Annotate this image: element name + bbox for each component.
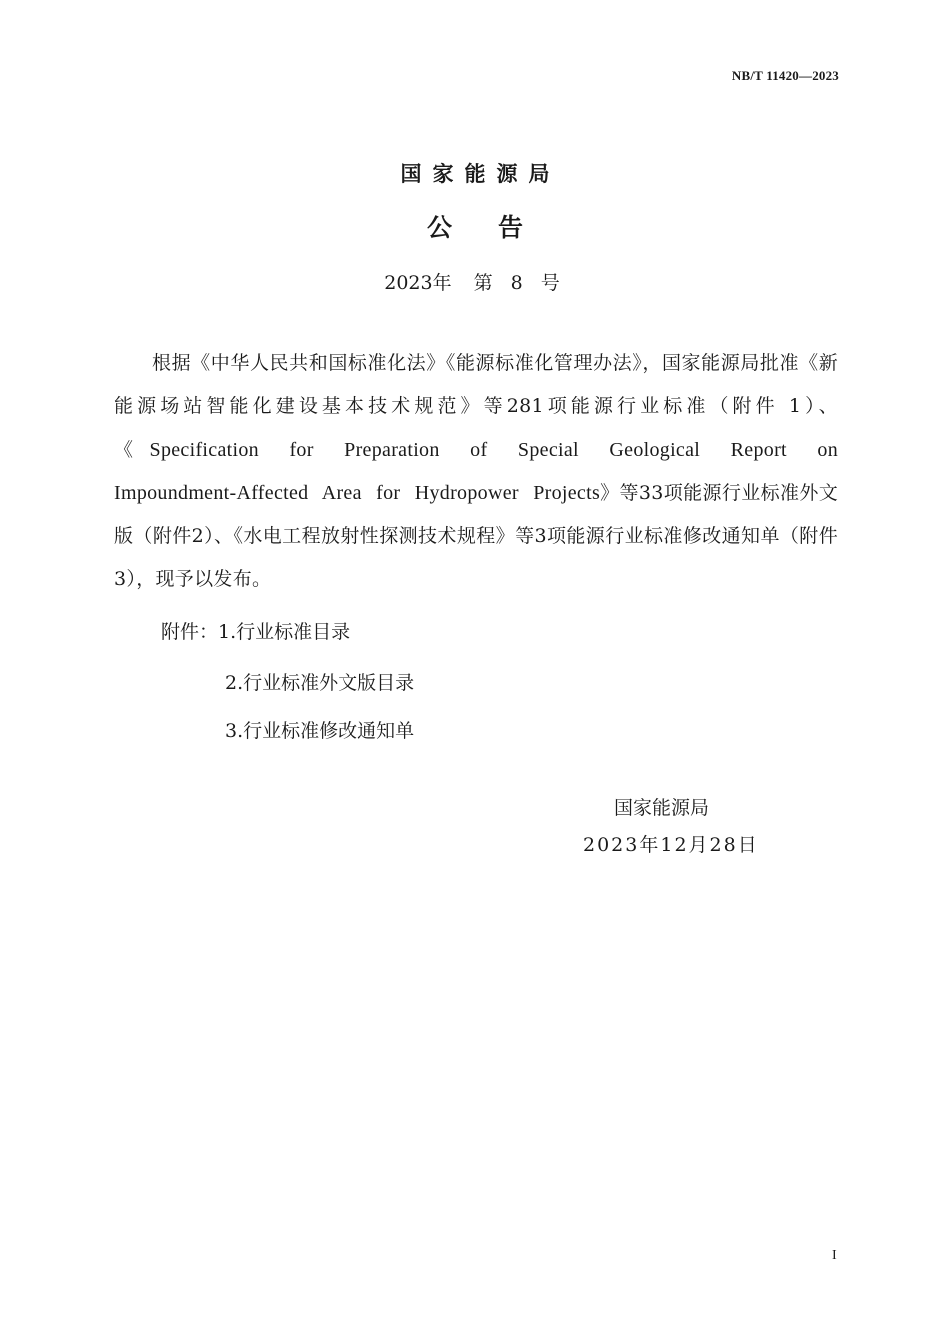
issue-year: 2023年 xyxy=(384,272,452,294)
english-standard-title: Specification for Preparation of Special Geological Report on Impoundment-Affected Area for Hydropower Projects xyxy=(114,438,838,504)
page-number: I xyxy=(832,1248,837,1263)
body-text-part2: 》等33项能源行业标准外文版（附件2）、《水电工程放射性探测技术规程》等3项能源行业标准修改通知单（附件3），现予以发布。 xyxy=(114,481,839,591)
attachment-item-label: 1.行业标准目录 xyxy=(218,621,351,643)
signature-issuer: 国家能源局 xyxy=(614,797,710,819)
attachment-item-2: 2.行业标准外文版目录 xyxy=(225,672,415,694)
signature-date: 2023年12月28日 xyxy=(583,834,759,856)
attachment-item-3: 3.行业标准修改通知单 xyxy=(225,720,415,742)
issue-line xyxy=(0,268,950,295)
notice-body-paragraph xyxy=(114,342,838,602)
attachment-label: 附件： xyxy=(161,621,219,643)
issuing-agency-heading: 国家能源局 xyxy=(400,162,561,186)
issue-number: 第 8 号 xyxy=(473,272,566,294)
standard-number: NB/T 11420—2023 xyxy=(731,68,839,83)
attachment-item-1 xyxy=(161,617,350,644)
notice-title: 公告 xyxy=(426,213,569,242)
body-text-part1: 根据《中华人民共和国标准化法》《能源标准化管理办法》，国家能源局批准《新能源场站智能化建设基本技术规范》等281项能源行业标准（附件 1）、《 xyxy=(114,352,838,461)
